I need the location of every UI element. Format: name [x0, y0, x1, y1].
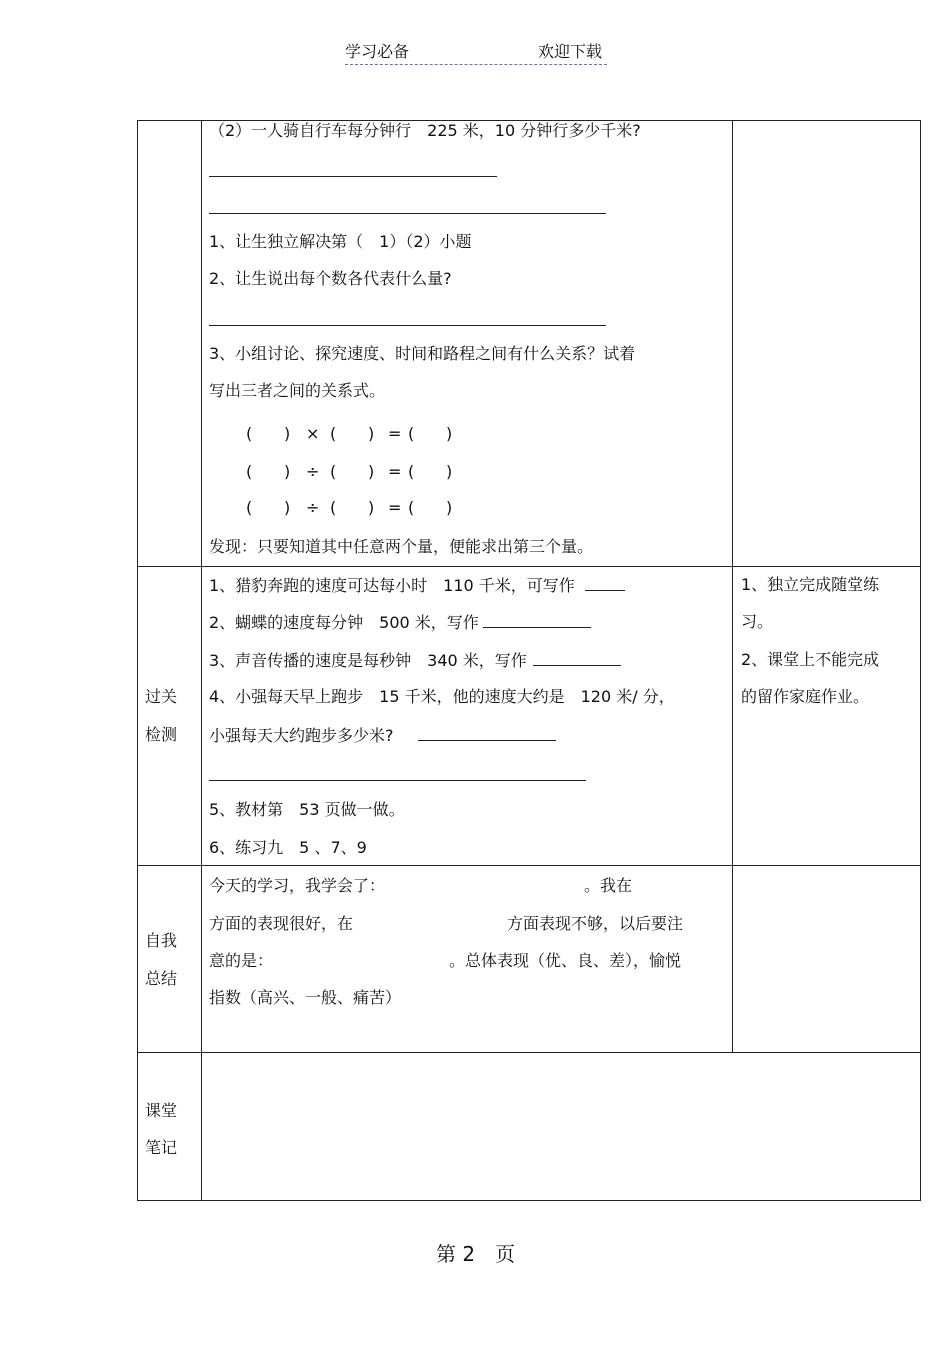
formula-paren: ( — [408, 462, 415, 481]
summary-line-2b: 方面表现不够，以后要注 — [507, 914, 684, 933]
formula-paren: ( — [408, 424, 415, 443]
summary-line-1b: 。我在 — [584, 876, 633, 895]
formula-paren: ( — [408, 498, 415, 517]
check-item-3 — [209, 649, 621, 672]
check-item-text: 3、声音传播的速度是每秒钟 340 米，写作 — [209, 651, 527, 670]
answer-blank — [418, 724, 556, 741]
check-item-1 — [209, 574, 625, 597]
table-row-divider-2 — [137, 865, 920, 866]
check-item-5: 5、教材第 53 页做一做。 — [209, 800, 405, 819]
formula-paren: ) — [368, 462, 375, 481]
table-border-left — [137, 120, 138, 1201]
formula-operator: × — [306, 424, 320, 443]
check-item-text: 2、蝴蝶的速度每分钟 500 米，写作 — [209, 613, 479, 632]
formula-equals: = — [388, 424, 402, 443]
formula-paren: ) — [284, 424, 291, 443]
answer-line — [209, 213, 606, 214]
formula-operator: ÷ — [306, 462, 320, 481]
check-item-4-question — [209, 724, 556, 747]
homework-note-line: 习。 — [741, 612, 774, 631]
formula-operator: ÷ — [306, 498, 320, 517]
row-label-line1: 过关 — [145, 687, 178, 706]
question-2-text: （2）一人骑自行车每分钟行 225 米，10 分钟行多少千米? — [209, 121, 641, 140]
step-3-text-line1: 3、小组讨论、探究速度、时间和路程之间有什么关系？试着 — [209, 344, 636, 363]
formula-paren: ) — [368, 424, 375, 443]
formula-paren: ) — [446, 498, 453, 517]
formula-paren: ) — [284, 462, 291, 481]
homework-note-line: 的留作家庭作业。 — [741, 687, 870, 706]
table-border-bottom — [137, 1200, 920, 1201]
answer-blank — [483, 611, 591, 628]
table-row-divider-3 — [137, 1052, 920, 1053]
summary-line-3a: 意的是： — [209, 951, 274, 970]
row-label-line2: 笔记 — [145, 1138, 178, 1157]
formula-paren: ( — [246, 498, 253, 517]
formula-paren: ) — [368, 498, 375, 517]
formula-paren: ) — [284, 498, 291, 517]
header-left-text: 学习必备 — [345, 42, 410, 61]
summary-line-3b: 。总体表现（优、良、差），愉悦 — [449, 951, 682, 970]
summary-line-4: 指数（高兴、一般、痛苦） — [209, 988, 402, 1007]
row-label-line1: 自我 — [145, 931, 178, 950]
check-item-text: 1、猎豹奔跑的速度可达每小时 110 千米，可写作 — [209, 576, 575, 595]
table-row-divider-1 — [137, 566, 920, 567]
table-border-col1 — [201, 120, 202, 1201]
step-1-text: 1、让生独立解决第（ 1）（2）小题 — [209, 232, 472, 251]
page-number: 第 2 页 — [436, 1242, 516, 1266]
row-label-line1: 课堂 — [145, 1101, 178, 1120]
discovery-text: 发现：只要知道其中任意两个量，便能求出第三个量。 — [209, 537, 594, 556]
check-item-text: 小强每天大约跑步多少米? — [209, 726, 394, 745]
formula-paren: ( — [246, 424, 253, 443]
formula-paren: ( — [246, 462, 253, 481]
formula-equals: = — [388, 498, 402, 517]
formula-equals: = — [388, 462, 402, 481]
answer-blank — [585, 574, 625, 591]
homework-note-line: 1、独立完成随堂练 — [741, 575, 880, 594]
summary-line-2a: 方面的表现很好，在 — [209, 914, 354, 933]
summary-line-1a: 今天的学习，我学会了： — [209, 876, 386, 895]
page-header — [345, 40, 607, 65]
check-item-4: 4、小强每天早上跑步 15 千米，他的速度大约是 120 米/ 分， — [209, 687, 675, 706]
table-border-col2 — [732, 120, 733, 1052]
row-label-line2: 检测 — [145, 725, 178, 744]
formula-paren: ( — [330, 498, 337, 517]
answer-line — [209, 780, 586, 781]
step-3-text-line2: 写出三者之间的关系式。 — [209, 381, 386, 400]
formula-paren: ) — [446, 462, 453, 481]
answer-line — [209, 325, 606, 326]
formula-paren: ( — [330, 424, 337, 443]
formula-paren: ( — [330, 462, 337, 481]
check-item-6: 6、练习九 5 、7、9 — [209, 838, 367, 857]
answer-line — [209, 176, 497, 177]
header-right-text: 欢迎下载 — [537, 42, 602, 61]
row-label-line2: 总结 — [145, 969, 178, 988]
table-border-right — [920, 120, 921, 1201]
step-2-text: 2、让生说出每个数各代表什么量? — [209, 269, 452, 288]
answer-blank — [533, 649, 621, 666]
homework-note-line: 2、课堂上不能完成 — [741, 650, 880, 669]
formula-paren: ) — [446, 424, 453, 443]
check-item-2 — [209, 611, 591, 634]
